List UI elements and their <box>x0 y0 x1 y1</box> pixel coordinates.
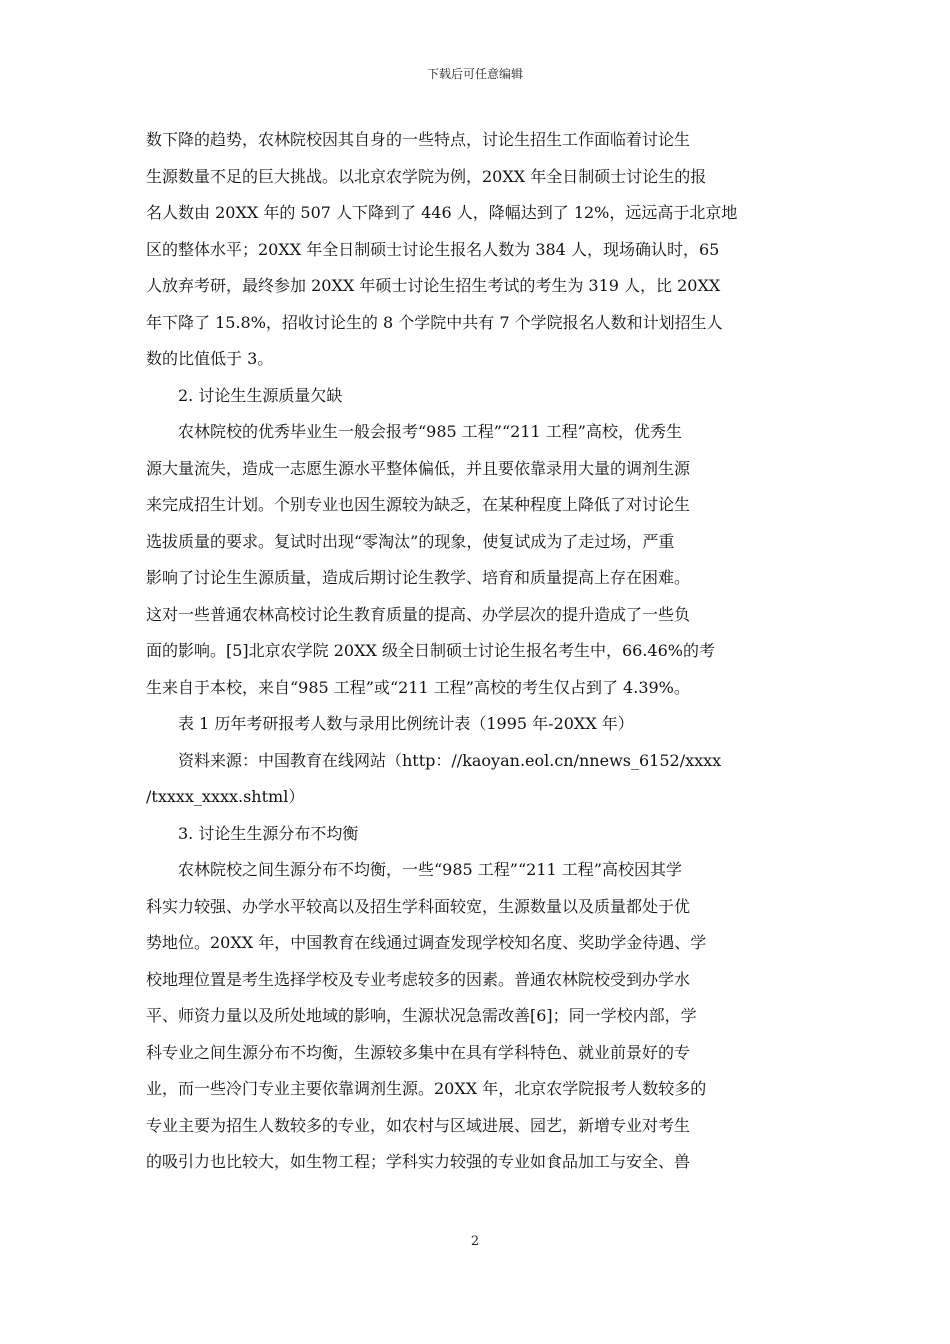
text-line: /txxxx_xxxx.shtml） <box>146 787 305 806</box>
paragraph-quality <box>146 414 810 706</box>
heading-text: 2. 讨论生生源质量欠缺 <box>178 385 343 405</box>
table-caption <box>146 706 810 743</box>
text-line: 选拔质量的要求。复试时出现“零淘汰”的现象，使复试成为了走过场，严重 <box>146 531 675 551</box>
page-header: 下载后可任意编辑 <box>426 67 523 81</box>
text-line: 平、师资力量以及所处地域的影响，生源状况急需改善[6]；同一学校内部，学 <box>146 1006 697 1025</box>
text-line: 数下降的趋势，农林院校因其自身的一些特点，讨论生招生工作面临着讨论生 <box>146 130 691 149</box>
text-line: 资料来源：中国教育在线网站（http：//kaoyan.eol.cn/nnews_6152/xxxx <box>178 750 722 770</box>
paragraph-distribution <box>146 852 810 1181</box>
caption-text: 表 1 历年考研报考人数与录用比例统计表（1995 年-20XX 年） <box>178 714 634 733</box>
text-line: 影响了讨论生生源质量，造成后期讨论生教学、培育和质量提高上存在困难。 <box>146 568 691 587</box>
text-line: 校地理位置是考生选择学校及专业考虑较多的因素。普通农林院校受到办学水 <box>146 969 691 989</box>
heading-text: 3. 讨论生生源分布不均衡 <box>178 823 359 843</box>
section-heading-quality <box>146 378 810 415</box>
text-line: 源大量流失，造成一志愿生源水平整体偏低，并且要依靠录用大量的调剂生源 <box>146 458 691 478</box>
text-line: 科实力较强、办学水平较高以及招生学科面较宽，生源数量以及质量都处于优 <box>146 896 691 916</box>
page-number: 2 <box>470 1234 480 1249</box>
text-line: 生来自于本校，来自“985 工程”或“211 工程”高校的考生仅占到了 4.39%。 <box>146 677 690 697</box>
text-line: 业，而一些冷门专业主要依靠调剂生源。20XX 年，北京农学院报考人数较多的 <box>146 1079 707 1098</box>
text-line: 科专业之间生源分布不均衡，生源较多集中在具有学科特色、就业前景好的专 <box>146 1042 691 1062</box>
text-line: 名人数由 20XX 年的 507 人下降到了 446 人，降幅达到了 12%，远远高于北京地 <box>146 203 738 222</box>
text-line: 农林院校之间生源分布不均衡，一些“985 工程”“211 工程”高校因其学 <box>178 860 682 879</box>
text-line: 这对一些普通农林高校讨论生教育质量的提高、办学层次的提升造成了一些负 <box>146 604 691 624</box>
source-note <box>146 743 810 816</box>
text-line: 专业主要为招生人数较多的专业，如农村与区域进展、园艺，新增专业对考生 <box>146 1115 691 1135</box>
text-line: 的吸引力也比较大，如生物工程；学科实力较强的专业如食品加工与安全、兽 <box>146 1152 691 1171</box>
text-line: 数的比值低于 3。 <box>146 349 274 368</box>
paragraph-enrollment-decline <box>146 122 810 378</box>
text-line: 生源数量不足的巨大挑战。以北京农学院为例，20XX 年全日制硕士讨论生的报 <box>146 166 707 186</box>
text-line: 面的影响。[5]北京农学院 20XX 级全日制硕士讨论生报名考生中，66.46%的考 <box>146 641 715 660</box>
text-line: 人放弃考研，最终参加 20XX 年硕士讨论生招生考试的考生为 319 人，比 20XX <box>146 276 721 295</box>
section-heading-distribution <box>146 816 810 853</box>
text-line: 年下降了 15.8%，招收讨论生的 8 个学院中共有 7 个学院报名人数和计划招生人 <box>146 312 723 332</box>
text-line: 区的整体水平；20XX 年全日制硕士讨论生报名人数为 384 人，现场确认时，65 <box>146 239 720 259</box>
text-line: 势地位。20XX 年，中国教育在线通过调查发现学校知名度、奖助学金待遇、学 <box>146 933 707 952</box>
text-line: 来完成招生计划。个别专业也因生源较为缺乏，在某种程度上降低了对讨论生 <box>146 495 691 514</box>
document-body <box>146 122 810 1181</box>
text-line: 农林院校的优秀毕业生一般会报考“985 工程”“211 工程”高校，优秀生 <box>178 422 682 441</box>
